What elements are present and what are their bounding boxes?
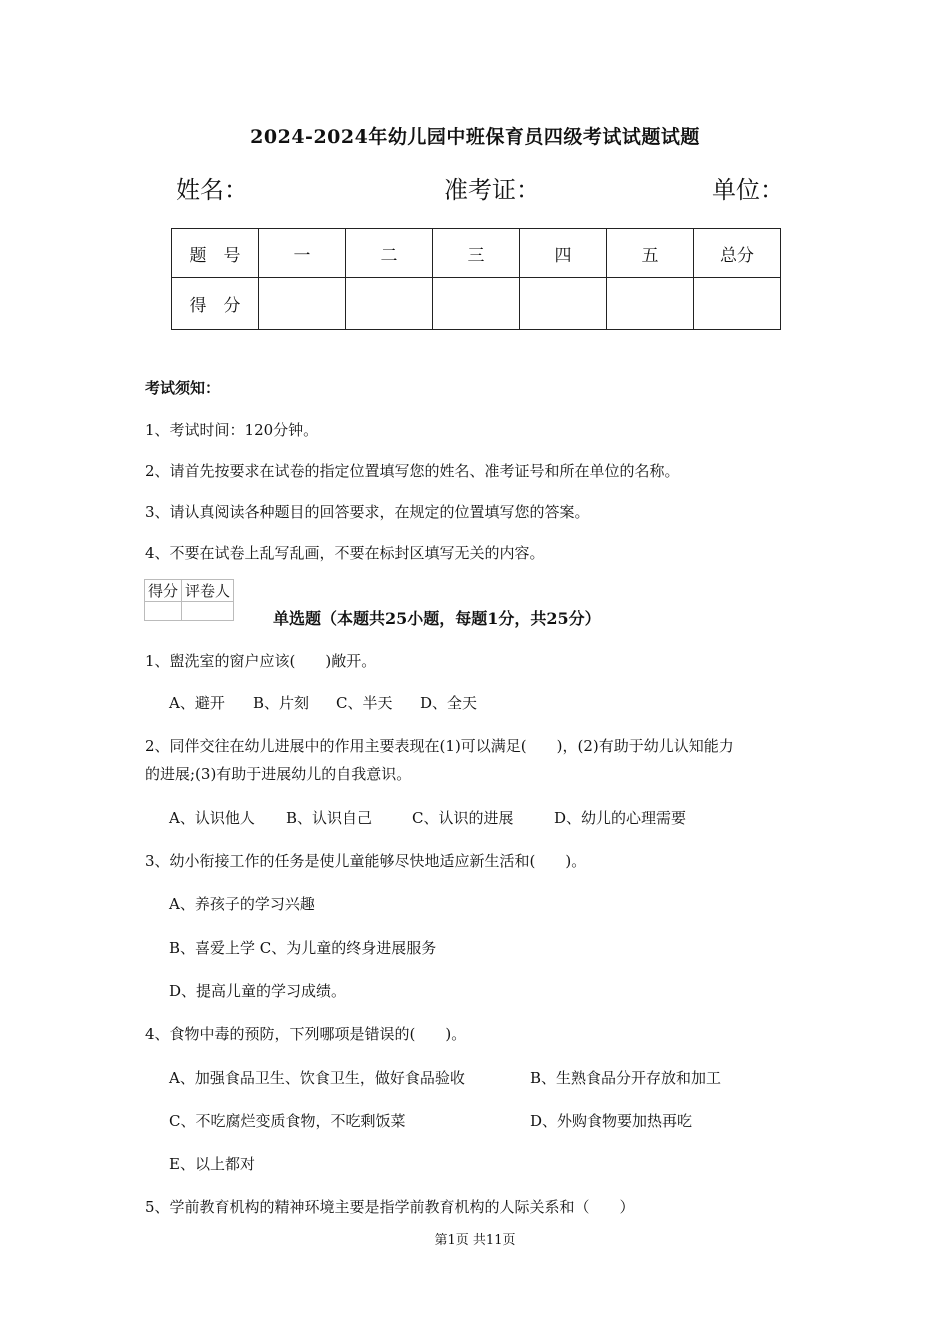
question-2-option: B、认识自己 (286, 809, 373, 827)
score-row-label: 得 分 (172, 278, 259, 330)
score-cell (520, 278, 607, 330)
question-1-option: B、片刻 (253, 694, 310, 712)
score-table-header-cell: 一 (259, 229, 346, 278)
score-cell (433, 278, 520, 330)
score-table-header-cell: 题 号 (172, 229, 259, 278)
grader-name-cell (182, 602, 234, 621)
notice-item: 1、考试时间：120分钟。 (145, 421, 319, 439)
notice-item: 4、不要在试卷上乱写乱画，不要在标封区填写无关的内容。 (145, 544, 545, 562)
score-table-header-cell: 二 (346, 229, 433, 278)
grader-score-cell (145, 602, 182, 621)
grader-name-label: 评卷人 (182, 580, 234, 602)
grader-score-label: 得分 (145, 580, 182, 602)
question-2-option: A、认识他人 (169, 809, 255, 827)
question-3-stem: 3、幼小衔接工作的任务是使儿童能够尽快地适应新生活和( )。 (145, 852, 587, 870)
question-1-option: C、半天 (336, 694, 393, 712)
score-cell (607, 278, 694, 330)
question-2-option: D、幼儿的心理需要 (554, 809, 687, 827)
question-2-stem-line-1: 2、同伴交往在幼儿进展中的作用主要表现在(1)可以满足( )，(2)有助于幼儿认知能力 (145, 737, 734, 755)
question-3-option-d: D、提高儿童的学习成绩。 (169, 982, 347, 1000)
page-title: 2024-2024年幼儿园中班保育员四级考试试题试题 (250, 126, 700, 148)
score-table-header-row (172, 229, 781, 278)
grader-box (144, 579, 234, 621)
question-4-option-b: B、生熟食品分开存放和加工 (530, 1069, 722, 1087)
unit-field-label: 单位： (712, 176, 784, 204)
notice-heading: 考试须知： (145, 379, 221, 397)
question-1-stem: 1、盥洗室的窗户应该( )敞开。 (145, 652, 377, 670)
question-4-option-d: D、外购食物要加热再吃 (530, 1112, 693, 1130)
section-title: 单选题（本题共25小题，每题1分，共25分） (273, 609, 601, 628)
notice-item: 3、请认真阅读各种题目的回答要求，在规定的位置填写您的答案。 (145, 503, 590, 521)
question-3-option-bc: B、喜爱上学 C、为儿童的终身进展服务 (169, 939, 437, 957)
page-footer: 第1页 共11页 (434, 1233, 516, 1248)
question-4-option-e: E、以上都对 (169, 1155, 255, 1173)
score-cell (346, 278, 433, 330)
score-cell (694, 278, 781, 330)
question-4-option-c: C、不吃腐烂变质食物，不吃剩饭菜 (169, 1112, 406, 1130)
question-4-option-a: A、加强食品卫生、饮食卫生，做好食品验收 (169, 1069, 465, 1087)
score-table-score-row (172, 278, 781, 330)
score-table (171, 228, 781, 330)
question-3-option-a: A、养孩子的学习兴趣 (169, 895, 315, 913)
score-table-header-cell: 五 (607, 229, 694, 278)
question-1-option: D、全天 (420, 694, 478, 712)
score-cell (259, 278, 346, 330)
question-2-stem-line-2: 的进展;(3)有助于进展幼儿的自我意识。 (145, 765, 412, 783)
question-4-stem: 4、食物中毒的预防，下列哪项是错误的( )。 (145, 1025, 467, 1043)
score-table-header-cell: 三 (433, 229, 520, 278)
exam-number-field-label: 准考证： (444, 176, 540, 204)
score-table-header-cell: 四 (520, 229, 607, 278)
question-5-stem: 5、学前教育机构的精神环境主要是指学前教育机构的人际关系和（ ） (145, 1198, 635, 1216)
notice-item: 2、请首先按要求在试卷的指定位置填写您的姓名、准考证号和所在单位的名称。 (145, 462, 680, 480)
question-1-option: A、避开 (169, 694, 225, 712)
score-table-header-cell: 总分 (694, 229, 781, 278)
name-field-label: 姓名： (176, 176, 248, 204)
question-2-option: C、认识的进展 (412, 809, 514, 827)
